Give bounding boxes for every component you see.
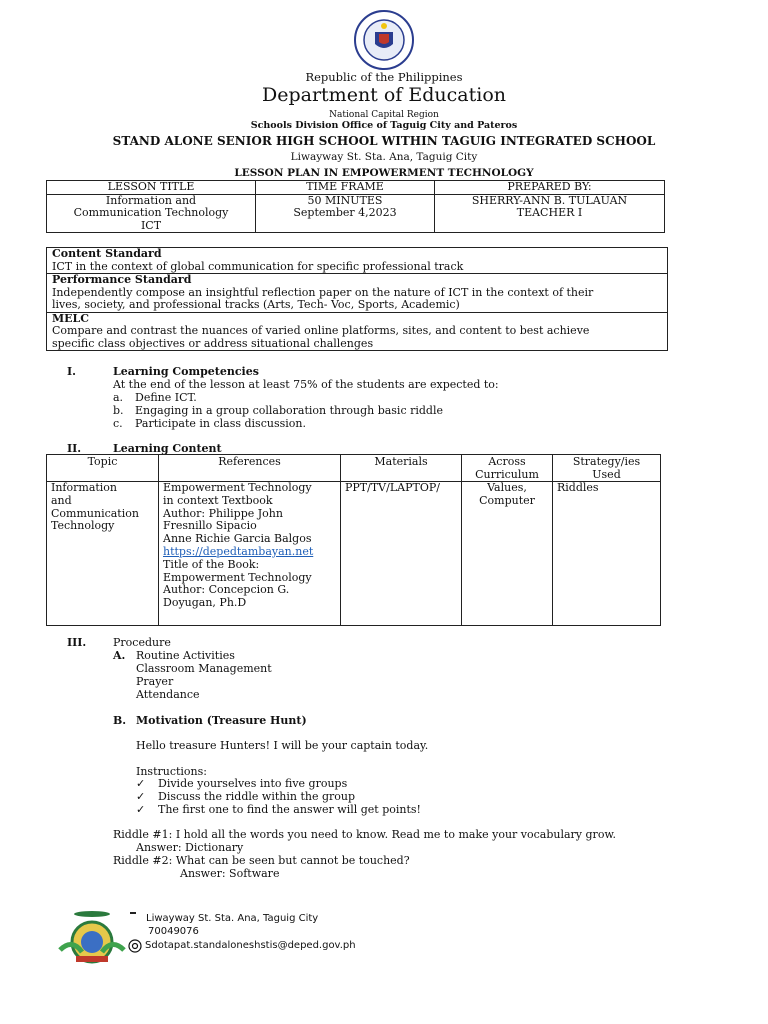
- competency-letter: b.: [113, 404, 124, 417]
- procedure-a-letter: A.: [113, 649, 126, 662]
- teacher-name: SHERRY-ANN B. TULAUAN: [471, 193, 628, 207]
- region-line: National Capital Region: [329, 110, 439, 120]
- procedure-a-title: Routine Activities: [136, 649, 235, 662]
- republic-line: Republic of the Philippines: [305, 70, 463, 84]
- footer-email[interactable]: Sdotapat.standaloneshstis@deped.gov.ph: [145, 940, 356, 951]
- deped-seal: [347, 10, 421, 70]
- lesson-title-line: Information and: [105, 193, 197, 207]
- reference-line: Fresnillo Sipacio: [163, 519, 257, 533]
- competency-letter: a.: [113, 391, 124, 404]
- competencies-intro: At the end of the lesson at least 75% of the students are expected to:: [113, 378, 499, 391]
- performance-standard-text: Independently compose an insightful reflection paper on the nature of ICT in the context of their: [52, 285, 594, 299]
- check-icon: ✓: [136, 777, 146, 790]
- routine-item: Attendance: [136, 688, 200, 701]
- content-numeral: II.: [67, 442, 82, 455]
- standards-table: [46, 247, 668, 351]
- strategy-cell: Riddles: [553, 482, 661, 626]
- lesson-title-line: Communication Technology: [73, 206, 229, 219]
- footer-address: Liwayway St. Sta. Ana, Taguig City: [146, 913, 319, 924]
- summary-table: [46, 180, 665, 233]
- school-address: Liwayway St. Sta. Ana, Taguig City: [290, 151, 478, 163]
- col-materials: Materials: [341, 455, 462, 482]
- reference-line: Empowerment Technology: [163, 481, 312, 494]
- instructions-label: Instructions:: [136, 765, 207, 778]
- reference-line: Empowerment Technology: [163, 570, 312, 584]
- riddle-1: Riddle #1: I hold all the words you need to know. Read me to make your vocabulary grow.: [113, 828, 617, 841]
- reference-line: Author: Philippe John: [163, 506, 283, 520]
- reference-line: in context Textbook: [163, 493, 273, 507]
- competency-item: Define ICT.: [135, 391, 197, 404]
- performance-standard-text: lives, society, and professional tracks (Arts, Tech- Voc, Sports, Academic): [52, 298, 460, 311]
- riddle-2: Riddle #2: What can be seen but cannot be touched?: [113, 854, 410, 867]
- competency-item: Engaging in a group collaboration through basic riddle: [135, 404, 443, 417]
- reference-link[interactable]: https://depedtambayan.net: [163, 544, 314, 558]
- department-title: Department of Education: [262, 84, 506, 106]
- instruction-item: Divide yourselves into five groups: [158, 777, 348, 790]
- competency-letter: c.: [113, 417, 123, 430]
- learning-content-table: [46, 454, 661, 626]
- procedure-b-title: Motivation (Treasure Hunt): [136, 714, 307, 727]
- routine-item: Prayer: [136, 675, 174, 688]
- content-standard-text: ICT in the context of global communication for specific professional track: [52, 259, 464, 273]
- routine-item: Classroom Management: [136, 662, 272, 675]
- time-frame-cell: [256, 194, 435, 233]
- procedure-b-letter: B.: [113, 714, 127, 727]
- reference-line: Anne Richie Garcia Balgos: [163, 532, 312, 546]
- across-line: Values,: [487, 481, 527, 494]
- greeting-text: Hello treasure Hunters! I will be your captain today.: [136, 739, 429, 752]
- topic-line: Technology: [51, 519, 115, 533]
- instruction-item: The first one to find the answer will get points!: [158, 803, 421, 816]
- prepared-by-cell: [435, 194, 665, 233]
- time-frame-duration: 50 MINUTES: [307, 193, 383, 207]
- school-logo: [52, 908, 132, 968]
- division-line: Schools Division Office of Taguig City and Pateros: [250, 120, 518, 131]
- col-topic: Topic: [47, 455, 159, 482]
- teacher-position: TEACHER I: [516, 206, 583, 219]
- lesson-title-cell: [47, 194, 256, 233]
- check-icon: ✓: [136, 790, 146, 803]
- content-title: Learning Content: [113, 442, 222, 455]
- references-cell: [159, 482, 341, 626]
- answer-2: Answer: Software: [180, 867, 280, 880]
- procedure-title: Procedure: [113, 636, 171, 649]
- reference-line: Author: Concepcion G.: [163, 583, 290, 597]
- school-name: STAND ALONE SENIOR HIGH SCHOOL WITHIN TAGUIG INTEGRATED SCHOOL: [112, 134, 656, 148]
- content-standard-label: Content Standard: [52, 247, 162, 260]
- header-prepared-by: PREPARED BY:: [435, 181, 665, 195]
- email-icon: [128, 939, 142, 953]
- footer-phone: 70049076: [148, 926, 199, 937]
- col-across-curriculum: Across Curriculum: [462, 455, 553, 482]
- topic-cell: [47, 482, 159, 626]
- procedure-numeral: III.: [67, 636, 87, 649]
- time-frame-date: September 4,2023: [293, 206, 397, 219]
- footer-mark: [130, 912, 136, 914]
- col-strategy: Strategy/ies Used: [553, 455, 661, 482]
- competencies-numeral: I.: [67, 365, 76, 378]
- materials-cell: PPT/TV/LAPTOP/: [341, 482, 462, 626]
- header-lesson-title: LESSON TITLE: [47, 181, 256, 195]
- col-references: References: [159, 455, 341, 482]
- instruction-item: Discuss the riddle within the group: [158, 790, 356, 803]
- reference-line: Title of the Book:: [163, 557, 260, 571]
- header-time-frame: TIME FRAME: [256, 181, 435, 195]
- topic-line: Information: [51, 481, 118, 494]
- reference-line: Doyugan, Ph.D: [163, 596, 247, 610]
- table-row: [47, 482, 661, 626]
- lesson-title-line: ICT: [140, 218, 162, 232]
- competencies-title: Learning Competencies: [113, 365, 259, 378]
- across-line: Computer: [479, 493, 535, 507]
- melc-text: Compare and contrast the nuances of varied online platforms, sites, and content to best achieve: [52, 324, 590, 337]
- competency-item: Participate in class discussion.: [135, 417, 306, 430]
- topic-line: Communication: [51, 506, 139, 520]
- check-icon: ✓: [136, 803, 146, 816]
- across-curriculum-cell: [462, 482, 553, 626]
- performance-standard-label: Performance Standard: [52, 273, 192, 286]
- topic-line: and: [51, 493, 72, 507]
- melc-text: specific class objectives or address situational challenges: [52, 336, 374, 350]
- melc-label: MELC: [52, 311, 90, 325]
- lesson-plan-title: LESSON PLAN IN EMPOWERMENT TECHNOLOGY: [234, 167, 534, 179]
- answer-1: Answer: Dictionary: [136, 841, 244, 854]
